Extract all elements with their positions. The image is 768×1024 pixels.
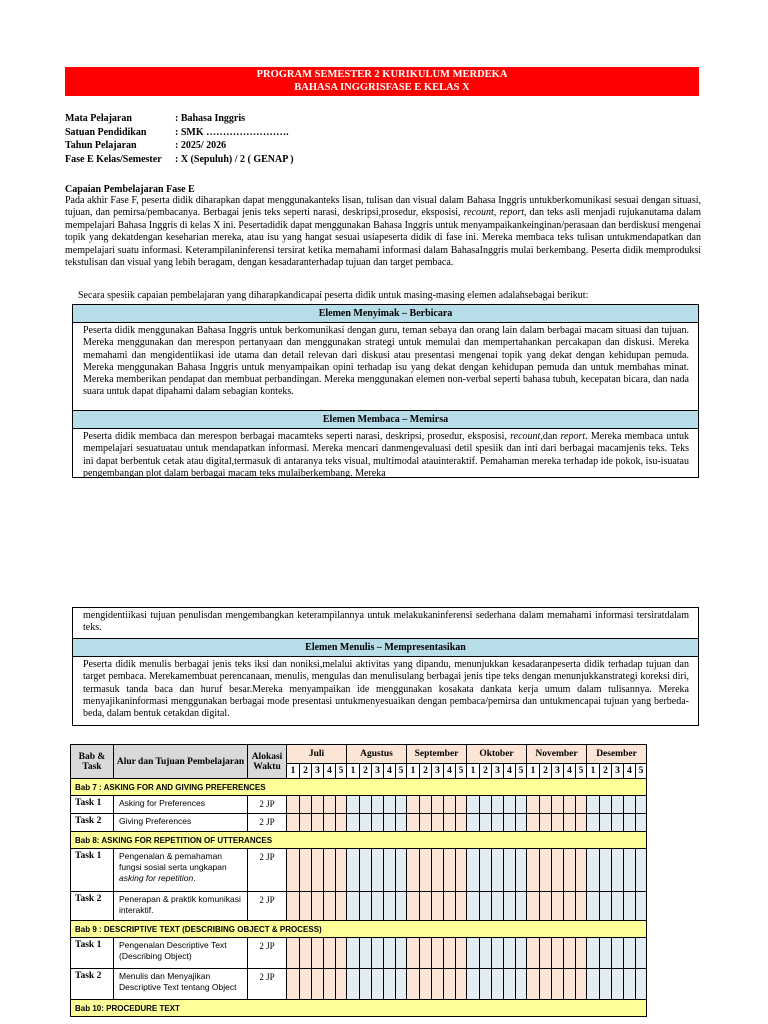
week-cell: [564, 796, 576, 814]
task-row: [71, 892, 647, 921]
week-cell: [372, 849, 384, 892]
week-cell: [444, 938, 456, 969]
task-row: [71, 849, 647, 892]
meta-value: : X (Sepuluh) / 2 ( GENAP ): [175, 153, 294, 165]
week-cell: [636, 796, 647, 814]
week-cell: [492, 849, 504, 892]
week-cell: [624, 849, 636, 892]
week-cell: [480, 814, 492, 832]
meta-value: : 2025/ 2026: [175, 140, 227, 151]
week-cell: [587, 892, 600, 921]
week-cell: [300, 796, 312, 814]
meta-row: [65, 112, 294, 126]
week-cell: [456, 849, 467, 892]
week-cell: [624, 796, 636, 814]
week-cell: [372, 796, 384, 814]
week-cell: [396, 796, 407, 814]
week-cell: [492, 892, 504, 921]
week-cell: [287, 849, 300, 892]
week-header: 4: [504, 764, 516, 779]
week-cell: [312, 796, 324, 814]
week-header: 5: [576, 764, 587, 779]
month-header: Oktober: [467, 745, 527, 764]
week-cell: [612, 969, 624, 1000]
week-cell: [467, 892, 480, 921]
week-cell: [552, 849, 564, 892]
meta-key: Satuan Pendidikan: [65, 126, 147, 138]
week-cell: [324, 849, 336, 892]
week-header: 1: [527, 764, 540, 779]
week-cell: [467, 814, 480, 832]
week-cell: [480, 892, 492, 921]
week-cell: [336, 969, 347, 1000]
element-membaca-title: Elemen Membaca – Memirsa: [73, 410, 698, 429]
week-cell: [287, 892, 300, 921]
week-cell: [432, 849, 444, 892]
week-cell: [516, 969, 527, 1000]
week-cell: [600, 849, 612, 892]
time-allocation: 2 JP: [248, 814, 287, 832]
week-cell: [540, 969, 552, 1000]
week-cell: [504, 969, 516, 1000]
week-cell: [360, 849, 372, 892]
week-cell: [467, 969, 480, 1000]
identity-block: [65, 112, 294, 166]
week-cell: [444, 849, 456, 892]
week-cell: [324, 938, 336, 969]
week-cell: [432, 969, 444, 1000]
week-cell: [612, 892, 624, 921]
week-cell: [347, 814, 360, 832]
week-cell: [456, 969, 467, 1000]
week-cell: [516, 892, 527, 921]
week-cell: [324, 814, 336, 832]
element-menulis-title: Elemen Menulis – Mempresentasikan: [73, 638, 698, 657]
week-cell: [420, 938, 432, 969]
program-table: [70, 744, 647, 1017]
task-label: Task 2: [71, 814, 114, 832]
week-cell: [407, 892, 420, 921]
week-cell: [480, 849, 492, 892]
week-cell: [467, 849, 480, 892]
elements-box-1: [72, 304, 699, 478]
week-header: 3: [432, 764, 444, 779]
month-header: September: [407, 745, 467, 764]
week-cell: [360, 892, 372, 921]
week-cell: [492, 796, 504, 814]
week-cell: [312, 814, 324, 832]
meta-row: [65, 139, 294, 153]
week-cell: [420, 892, 432, 921]
week-header: 3: [372, 764, 384, 779]
week-cell: [360, 796, 372, 814]
week-cell: [300, 814, 312, 832]
element-membaca-text: Peserta didik membaca dan merespon berbagai macamteks seperti narasi, deskripsi, prosedur, eksposisi, recount,dan report. Mereka membaca untuk mempelajari sesuatuatau untuk mendapatkan informasi. Mereka mencari danmengevaluasi detil spesiik dan inti dari berbagai macamjenis teks. Teks ini dapat berbentuk cetak atau digital,termasuk di antaranya teks visual, multimodal atauinteraktif. Pemahaman mereka terhadap ide pokok, isu-isuatau pengembangan plot dalam berbagai macam teks mulaiberkembang. Mereka: [83, 431, 689, 478]
week-header: 2: [300, 764, 312, 779]
meta-key: Fase E Kelas/Semester: [65, 153, 162, 165]
header-bab: Bab & Task: [71, 745, 114, 779]
week-cell: [384, 969, 396, 1000]
week-cell: [456, 814, 467, 832]
week-header: 2: [360, 764, 372, 779]
week-cell: [576, 938, 587, 969]
week-cell: [527, 892, 540, 921]
week-cell: [396, 849, 407, 892]
week-cell: [564, 969, 576, 1000]
week-cell: [552, 892, 564, 921]
month-header: Desember: [587, 745, 647, 764]
week-cell: [564, 892, 576, 921]
week-cell: [300, 969, 312, 1000]
time-allocation: 2 JP: [248, 892, 287, 921]
week-cell: [492, 814, 504, 832]
week-header: 2: [600, 764, 612, 779]
task-label: Task 1: [71, 938, 114, 969]
week-cell: [420, 796, 432, 814]
week-cell: [527, 938, 540, 969]
week-cell: [287, 814, 300, 832]
week-cell: [420, 849, 432, 892]
week-cell: [336, 892, 347, 921]
task-description: Giving Preferences: [114, 814, 248, 832]
week-cell: [384, 796, 396, 814]
week-cell: [467, 796, 480, 814]
task-description: Pengenalan & pemahaman fungsi sosial serta ungkapan asking for repetition.: [114, 849, 248, 892]
week-cell: [636, 849, 647, 892]
month-header: Agustus: [347, 745, 407, 764]
week-header: 5: [516, 764, 527, 779]
week-header: 4: [564, 764, 576, 779]
week-cell: [540, 892, 552, 921]
week-header: 1: [287, 764, 300, 779]
week-cell: [407, 849, 420, 892]
month-header: Juli: [287, 745, 347, 764]
week-cell: [636, 969, 647, 1000]
week-cell: [600, 892, 612, 921]
week-cell: [612, 814, 624, 832]
title-line-2: BAHASA INGGRISFASE E KELAS X: [294, 82, 470, 93]
week-cell: [540, 849, 552, 892]
time-allocation: 2 JP: [248, 849, 287, 892]
week-cell: [576, 892, 587, 921]
week-cell: [587, 969, 600, 1000]
elements-box-2: [72, 607, 699, 726]
week-header: 3: [552, 764, 564, 779]
week-header: 3: [492, 764, 504, 779]
meta-key: Tahun Pelajaran: [65, 140, 137, 151]
week-cell: [480, 938, 492, 969]
week-cell: [444, 814, 456, 832]
week-cell: [527, 814, 540, 832]
week-cell: [324, 969, 336, 1000]
week-cell: [600, 814, 612, 832]
week-header: 1: [467, 764, 480, 779]
week-cell: [444, 796, 456, 814]
week-cell: [636, 892, 647, 921]
week-cell: [516, 849, 527, 892]
week-cell: [552, 814, 564, 832]
element-menulis-text: Peserta didik menulis berbagai jenis teks iksi dan noniksi,melalui aktivitas yang dipandu, menunjukkan kesadaranpeserta didik terhadap tujuan dan target pembaca. Merekamembuat perencanaan, menulis, mengulas dan menulisulang berbagai jenis tipe teks dengan menunjukkanstrategi koreksi diri, termasuk tanda baca dan huruf besar.Mereka menyampaikan ide menggunakan kosakata dankata kerja umum dalam tulisannya. Mereka menyajikaninformasi menggunakan berbagai mode presentasi untukmenyesuaikan dengan pembaca/pemirsa dan untukmencapai tujuan yang berbeda-beda, dalam bentuk cetakdan digital.: [83, 659, 689, 720]
week-cell: [480, 796, 492, 814]
week-cell: [552, 969, 564, 1000]
week-cell: [360, 814, 372, 832]
week-cell: [396, 892, 407, 921]
week-cell: [287, 796, 300, 814]
task-label: Task 1: [71, 849, 114, 892]
time-allocation: 2 JP: [248, 969, 287, 1000]
week-cell: [504, 849, 516, 892]
week-cell: [396, 938, 407, 969]
week-cell: [444, 969, 456, 1000]
week-header: 5: [636, 764, 647, 779]
week-cell: [564, 814, 576, 832]
meta-row: [65, 153, 294, 167]
week-cell: [396, 814, 407, 832]
element-membaca-continued: mengidentiikasi tujuan penulisdan mengembangkan keterampilannya untuk melakukaninferensi sederhana dalam memahami informasi tersiratdalam teks.: [83, 610, 689, 634]
week-cell: [504, 796, 516, 814]
week-cell: [324, 796, 336, 814]
week-cell: [407, 969, 420, 1000]
chapter-row: Bab 10: PROCEDURE TEXT: [71, 1000, 647, 1017]
week-cell: [360, 938, 372, 969]
week-cell: [384, 938, 396, 969]
task-description: Pengenalan Descriptive Text (Describing Object): [114, 938, 248, 969]
week-cell: [407, 796, 420, 814]
week-cell: [336, 938, 347, 969]
meta-key: Mata Pelajaran: [65, 113, 132, 124]
task-row: [71, 814, 647, 832]
week-header: 5: [336, 764, 347, 779]
week-cell: [624, 938, 636, 969]
task-description: Penerapan & praktik komunikasi interaktif.: [114, 892, 248, 921]
week-header: 2: [480, 764, 492, 779]
week-cell: [432, 796, 444, 814]
task-description: Menulis dan Menyajikan Descriptive Text tentang Object: [114, 969, 248, 1000]
week-cell: [576, 814, 587, 832]
week-cell: [420, 969, 432, 1000]
week-cell: [504, 814, 516, 832]
week-cell: [336, 849, 347, 892]
month-header: November: [527, 745, 587, 764]
week-cell: [456, 796, 467, 814]
week-cell: [492, 969, 504, 1000]
week-cell: [432, 892, 444, 921]
capaian-paragraph: Pada akhir Fase F, peserta didik diharapkan dapat menggunakanteks lisan, tulisan dan visual dalam Bahasa Inggris untukberkomunikasi sesuai dengan situasi, tujuan, dan pemirsa/pembacanya. Berbagai jenis teks seperti narasi, deskripsi,prosedur, eksposisi, recount, report, dan teks asli menjadi rujukanutama dalam mempelajari Bahasa Inggris di kelas X ini. Pesertadidik dapat menggunakan Bahasa Inggris untuk menyampaikankeinginan/perasaan dan berdiskusi mengenai topik yang dekatdengan keseharian mereka, atau isu yang hangat sesuai usiapeserta didik di fase ini. Mereka membaca teks tulisan untukmendapatkan dan mempelajari suatu informasi. Keterampilaninferensi tersirat ketika memahami informasi dalam BahasaInggris mulai berkembang. Peserta didik memproduksi tekstulisan dan visual yang lebih beragam, dengan kesadaranterhadap tujuan dan target pembaca.: [65, 195, 702, 269]
element-menyimak-text: Peserta didik menggunakan Bahasa Inggris untuk berkomunikasi dengan guru, teman sebaya dan orang lain dalam berbagai macam situasi dan tujuan. Mereka menggunakan dan merespon pertanyaan dan menggunakan strategi untuk memulai dan mempertahankan percakapan dan diskusi. Mereka memahami dan mengidentiikasi ide utama dan detail relevan dari diskusi atau presentasi mengenai topik yang dekat dengan kehidupan pemuda. Mereka menggunakan Bahasa Inggris untuk menyampaikan opini terhadap isu yang dekat dengan kehidupan pemuda dan untuk membahas minat. Mereka memberikan pendapat dan membuat perbandingan. Mereka menggunakan elemen non-verbal seperti bahasa tubuh, kecepatan bicara, dan nada suara untuk dapat dipahami dalam sebagian konteks.: [83, 325, 689, 398]
week-cell: [587, 796, 600, 814]
chapter-row: Bab 8: ASKING FOR REPETITION OF UTTERANCES: [71, 832, 647, 849]
week-cell: [587, 849, 600, 892]
week-cell: [384, 849, 396, 892]
week-cell: [564, 938, 576, 969]
week-cell: [456, 892, 467, 921]
week-header: 1: [587, 764, 600, 779]
week-cell: [612, 849, 624, 892]
week-cell: [564, 849, 576, 892]
week-cell: [576, 796, 587, 814]
week-cell: [372, 814, 384, 832]
week-cell: [612, 938, 624, 969]
week-cell: [432, 814, 444, 832]
week-cell: [516, 814, 527, 832]
week-cell: [576, 849, 587, 892]
week-cell: [347, 969, 360, 1000]
week-cell: [312, 938, 324, 969]
week-cell: [347, 938, 360, 969]
meta-value: : SMK …………………….: [175, 126, 289, 138]
week-cell: [300, 849, 312, 892]
task-row: [71, 796, 647, 814]
task-label: Task 2: [71, 969, 114, 1000]
week-cell: [384, 814, 396, 832]
week-cell: [384, 892, 396, 921]
week-header: 3: [612, 764, 624, 779]
week-cell: [504, 938, 516, 969]
week-cell: [480, 969, 492, 1000]
task-description: Asking for Preferences: [114, 796, 248, 814]
week-header: 5: [396, 764, 407, 779]
week-cell: [300, 938, 312, 969]
week-cell: [636, 814, 647, 832]
week-cell: [324, 892, 336, 921]
time-allocation: 2 JP: [248, 796, 287, 814]
week-cell: [407, 938, 420, 969]
week-cell: [624, 969, 636, 1000]
capaian-lead: Secara spesiik capaian pembelajaran yang diharapkandicapai peserta didik untuk masing-masing elemen adalahsebagai berikut:: [78, 290, 589, 301]
week-cell: [312, 892, 324, 921]
meta-row: [65, 126, 294, 140]
week-header: 1: [347, 764, 360, 779]
week-cell: [624, 814, 636, 832]
week-cell: [287, 938, 300, 969]
title-banner: [65, 67, 699, 96]
capaian-title: Capaian Pembelajaran Fase E: [65, 184, 195, 195]
week-cell: [587, 938, 600, 969]
task-label: Task 2: [71, 892, 114, 921]
week-cell: [624, 892, 636, 921]
task-label: Task 1: [71, 796, 114, 814]
week-cell: [420, 814, 432, 832]
week-cell: [552, 938, 564, 969]
week-header: 4: [384, 764, 396, 779]
chapter-row: Bab 7 : ASKING FOR AND GIVING PREFERENCES: [71, 779, 647, 796]
week-cell: [516, 938, 527, 969]
week-cell: [432, 938, 444, 969]
week-cell: [336, 796, 347, 814]
week-cell: [540, 814, 552, 832]
week-cell: [540, 796, 552, 814]
week-cell: [456, 938, 467, 969]
chapter-row: Bab 9 : DESCRIPTIVE TEXT (DESCRIBING OBJECT & PROCESS): [71, 921, 647, 938]
week-cell: [347, 796, 360, 814]
week-cell: [372, 969, 384, 1000]
week-cell: [360, 969, 372, 1000]
week-cell: [504, 892, 516, 921]
time-allocation: 2 JP: [248, 938, 287, 969]
week-header: 2: [540, 764, 552, 779]
week-cell: [372, 938, 384, 969]
header-alur: Alur dan Tujuan Pembelajaran: [114, 745, 248, 779]
week-cell: [347, 849, 360, 892]
week-cell: [612, 796, 624, 814]
week-cell: [300, 892, 312, 921]
week-cell: [312, 969, 324, 1000]
week-cell: [444, 892, 456, 921]
week-header: 4: [324, 764, 336, 779]
week-cell: [492, 938, 504, 969]
week-cell: [372, 892, 384, 921]
week-cell: [527, 849, 540, 892]
week-cell: [287, 969, 300, 1000]
week-header: 5: [456, 764, 467, 779]
week-cell: [540, 938, 552, 969]
week-cell: [467, 938, 480, 969]
title-line-1: PROGRAM SEMESTER 2 KURIKULUM MERDEKA: [256, 69, 508, 80]
week-cell: [336, 814, 347, 832]
week-cell: [552, 796, 564, 814]
week-cell: [527, 969, 540, 1000]
week-cell: [396, 969, 407, 1000]
week-header: 2: [420, 764, 432, 779]
week-cell: [576, 969, 587, 1000]
task-row: [71, 969, 647, 1000]
week-cell: [407, 814, 420, 832]
element-menyimak-title: Elemen Menyimak – Berbicara: [73, 305, 698, 323]
week-cell: [600, 938, 612, 969]
week-cell: [600, 796, 612, 814]
week-cell: [347, 892, 360, 921]
week-cell: [312, 849, 324, 892]
week-cell: [587, 814, 600, 832]
header-alokasi: Alokasi Waktu: [248, 745, 287, 779]
week-cell: [527, 796, 540, 814]
meta-value: : Bahasa Inggris: [175, 113, 246, 124]
week-header: 1: [407, 764, 420, 779]
week-cell: [636, 938, 647, 969]
week-cell: [600, 969, 612, 1000]
week-header: 4: [444, 764, 456, 779]
week-header: 3: [312, 764, 324, 779]
week-header: 4: [624, 764, 636, 779]
week-cell: [516, 796, 527, 814]
task-row: [71, 938, 647, 969]
